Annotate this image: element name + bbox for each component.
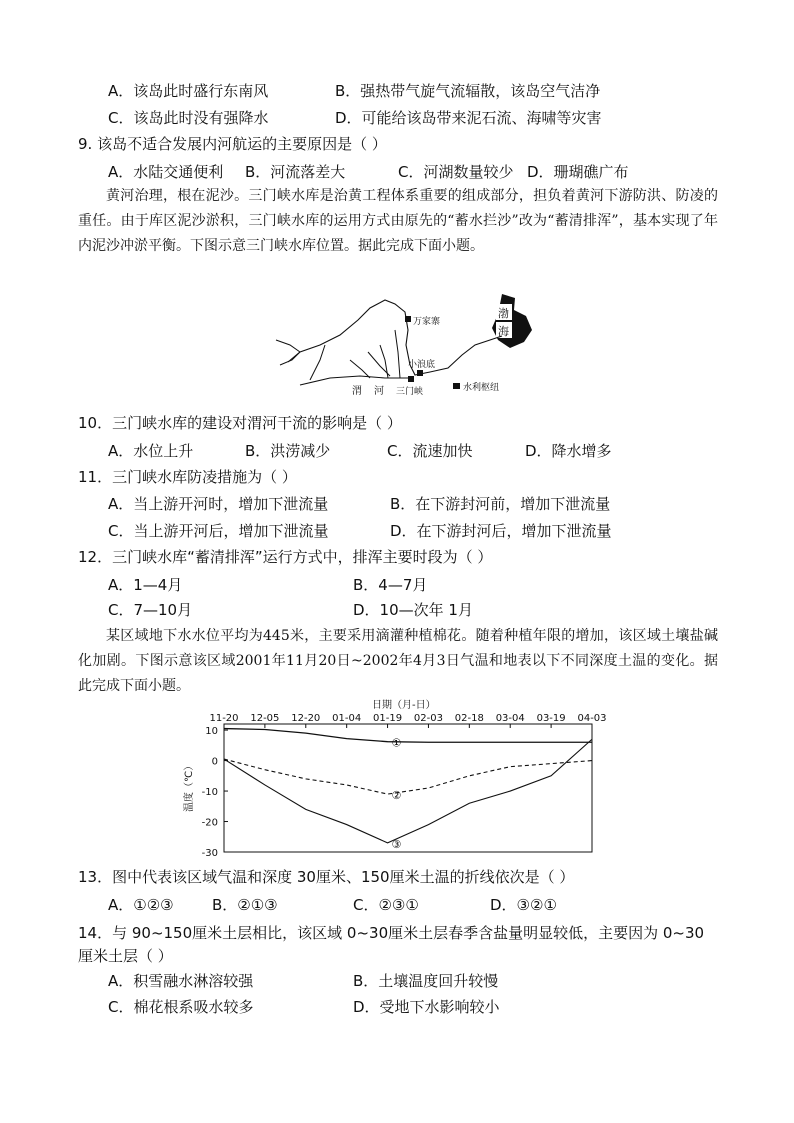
q12-option-a: A．1—4月 — [108, 576, 183, 594]
q11-stem: 11．三门峡水库防凌措施为（ ） — [78, 468, 297, 486]
x-tick-label: 04-03 — [577, 713, 607, 724]
series-label-2: ② — [391, 789, 402, 803]
xiaolangdi-label: 小浪底 — [408, 360, 436, 370]
q13-option-c: C．②③① — [353, 896, 419, 914]
series-label-3: ③ — [391, 837, 402, 851]
x-tick-label: 12-05 — [250, 713, 280, 724]
q8-option-a: A．该岛此时盛行东南风 — [108, 82, 269, 100]
wei-label: 渭 — [352, 386, 362, 397]
y-tick-label: 10 — [205, 726, 218, 738]
series-line-1 — [224, 729, 592, 743]
q12-stem: 12．三门峡水库“蓄清排浑”运行方式中，排浑主要时段为（ ） — [78, 548, 493, 566]
x-tick-label: 01-04 — [332, 713, 362, 724]
q11-option-c: C．当上游开河后，增加下泄流量 — [108, 522, 329, 540]
legend-label: 水利枢纽 — [463, 383, 500, 393]
passage-soil-salinization: 某区域地下水水位平均为445米，主要采用滴灌种植棉花。随着种植年限的增加，该区域土壤盐碱化加剧。下图示意该区域2001年11月20日~2002年4月3日气温和地表以下不同深度土温的变化。据此完成下面小题。 — [78, 628, 718, 694]
bohai-label-1: 渤 — [498, 307, 509, 320]
x-tick-label: 03-04 — [495, 713, 525, 724]
q10-option-d: D．降水增多 — [525, 442, 612, 460]
bohai-sea-shape — [492, 294, 532, 348]
chart-title: 日期（月-日） — [372, 700, 436, 711]
y-tick-label: -20 — [201, 817, 218, 829]
q9-option-c: C．河湖数量较少 — [398, 163, 514, 181]
y-tick-label: -10 — [201, 787, 218, 799]
q10-option-b: B．洪涝减少 — [245, 442, 331, 460]
q11-option-d: D．在下游封河后，增加下泄流量 — [390, 522, 612, 540]
bohai-label-2: 海 — [498, 325, 509, 338]
q9-option-d: D．珊瑚礁广布 — [527, 163, 629, 181]
x-tick-label: 02-03 — [413, 713, 443, 724]
y-tick-label: -30 — [201, 848, 218, 859]
q10-stem: 10．三门峡水库的建设对渭河干流的影响是（ ） — [78, 414, 402, 432]
q14-stem-line-1: 14．与 90~150厘米土层相比，该区域 0~30厘米土层春季含盐量明显较低，主要因为 0~30 — [78, 924, 705, 942]
dam-marker-sanmenxia — [408, 376, 414, 382]
q13-option-b: B．②①③ — [212, 896, 278, 914]
q14-option-c: C．棉花根系吸水较多 — [108, 998, 254, 1016]
q10-option-a: A．水位上升 — [108, 442, 194, 460]
q9-option-a: A．水陆交通便利 — [108, 163, 224, 181]
q9-stem: 9. 该岛不适合发展内河航运的主要原因是（ ） — [78, 135, 387, 153]
x-tick-label: 11-20 — [209, 713, 239, 724]
x-tick-label: 03-19 — [536, 713, 566, 724]
q13-option-a: A．①②③ — [108, 896, 174, 914]
x-tick-label: 12-20 — [291, 713, 321, 724]
x-tick-label: 01-19 — [373, 713, 403, 724]
q11-option-a: A．当上游开河时，增加下泄流量 — [108, 495, 329, 513]
dam-marker-xiaolangdi — [417, 370, 423, 376]
q14-stem-line-2: 厘米土层（ ） — [78, 947, 173, 965]
temperature-chart — [180, 694, 620, 862]
q11-option-b: B．在下游封河前，增加下泄流量 — [390, 495, 611, 513]
yellow-river-main — [288, 300, 502, 375]
q12-option-b: B．4—7月 — [353, 576, 428, 594]
x-tick-label: 02-18 — [454, 713, 484, 724]
q14-option-a: A．积雪融水淋溶较强 — [108, 972, 254, 990]
map-figure — [270, 290, 540, 400]
q12-option-c: C．7—10月 — [108, 601, 193, 619]
y-tick-label: 0 — [211, 756, 218, 768]
q12-option-d: D．10—次年 1月 — [353, 601, 473, 619]
wei-river — [300, 376, 410, 385]
series-line-2 — [224, 759, 592, 794]
q14-option-b: B．土壤温度回升较慢 — [353, 972, 499, 990]
legend-marker — [453, 383, 460, 389]
y-axis-label: 温度（℃） — [184, 760, 195, 812]
q9-option-b: B．河流落差大 — [245, 163, 346, 181]
dam-marker-wanjiazhai — [405, 316, 411, 322]
q8-option-b: B．强热带气旋气流辐散，该岛空气洁净 — [335, 82, 601, 100]
q8-option-c: C．该岛此时没有强降水 — [108, 109, 269, 127]
q13-option-d: D．③②① — [490, 896, 557, 914]
passage-sanmenxia: 黄河治理，根在泥沙。三门峡水库是治黄工程体系重要的组成部分，担负着黄河下游防洪、防凌的重任。由于库区泥沙淤积，三门峡水库的运用方式由原先的“蓄水拦沙”改为“蓄清排浑”，基本实现了年内泥沙冲淤平衡。下图示意三门峡水库位置。据此完成下面小题。 — [78, 188, 718, 254]
plot-frame — [224, 724, 592, 852]
wanjiazhai-label: 万家寨 — [413, 317, 441, 327]
he-label: 河 — [374, 386, 384, 397]
q13-stem: 13．图中代表该区域气温和深度 30厘米、150厘米土温的折线依次是（ ） — [78, 868, 575, 886]
q10-option-c: C．流速加快 — [387, 442, 473, 460]
sanmenxia-label: 三门峡 — [396, 387, 424, 397]
q8-option-d: D．可能给该岛带来泥石流、海啸等灾害 — [335, 109, 602, 127]
series-line-3 — [224, 736, 592, 843]
series-label-1: ① — [391, 736, 402, 750]
q14-option-d: D．受地下水影响较小 — [353, 998, 500, 1016]
